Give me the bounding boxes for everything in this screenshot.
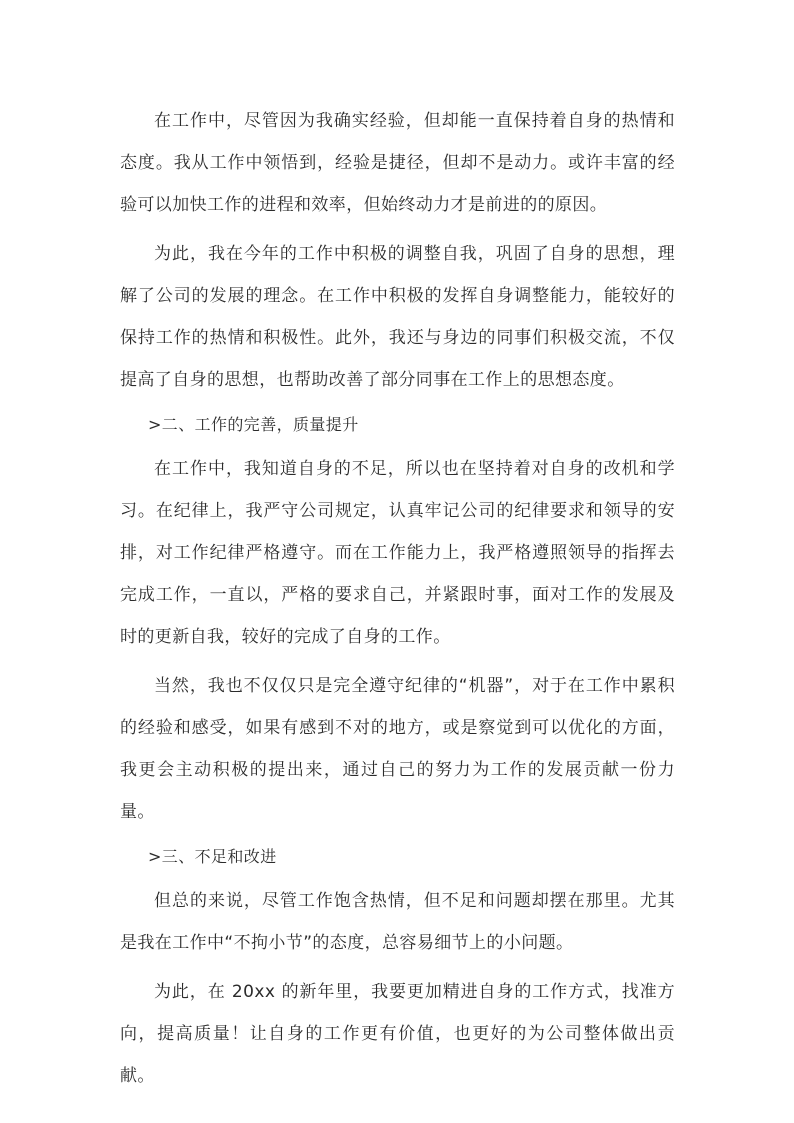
section-heading-shortcomings: >三、不足和改进 (148, 847, 277, 866)
paragraph-self-adjustment: 为此，我在今年的工作中积极的调整自我，巩固了自身的思想，理解了公司的发展的理念。在工作中积极的发挥自身调整能力，能较好的保持工作的热情和积极性。此外，我还与身边的同事们积极交流，不仅提高了自身的思想，也帮助改善了部分同事在工作上的思想态度。 (120, 244, 675, 390)
document-body (120, 100, 675, 1104)
paragraph-suggestions: 当然，我也不仅仅只是完全遵守纪律的“机器”，对于在工作中累积的经验和感受，如果有感到不对的地方，或是察觉到可以优化的方面，我更会主动积极的提出来，通过自己的努力为工作的发展贡献一份力量。 (120, 676, 675, 822)
paragraph-discipline-ability: 在工作中，我知道自身的不足，所以也在坚持着对自身的改机和学习。在纪律上，我严守公司规定，认真牢记公司的纪律要求和领导的安排，对工作纪律严格遵守。而在工作能力上，我严格遵照领导的指挥去完成工作，一直以，严格的要求自己，并紧跟时事，面对工作的发展及时的更新自我，较好的完成了自身的工作。 (120, 459, 675, 647)
section-heading-work-improvement: >二、工作的完善，质量提升 (148, 415, 359, 434)
paragraph-problems: 但总的来说，尽管工作饱含热情，但不足和问题却摆在那里。尤其是我在工作中“不拘小节”的态度，总容易细节上的小问题。 (120, 891, 675, 953)
paragraph-experience-attitude: 在工作中，尽管因为我确实经验，但却能一直保持着自身的热情和态度。我从工作中领悟到，经验是捷径，但却不是动力。或许丰富的经验可以加快工作的进程和效率，但始终动力才是前进的的原因。 (120, 111, 675, 215)
paragraph-new-year-plan: 为此，在 20xx 的新年里，我要更加精进自身的工作方式，找准方向，提高质量！让自身的工作更有价值，也更好的为公司整体做出贡献。 (120, 982, 675, 1086)
